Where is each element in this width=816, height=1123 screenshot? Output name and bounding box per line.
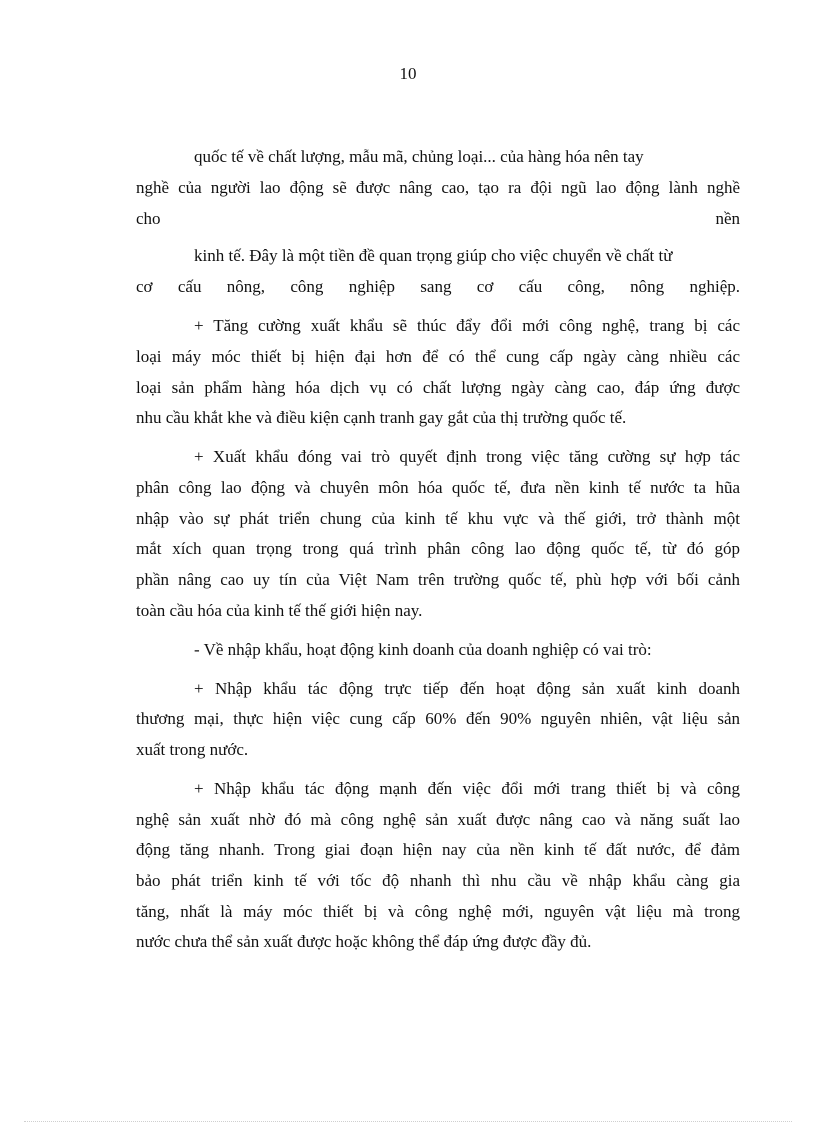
text-line: nghệ sản xuất nhờ đó mà công nghệ sản xuất được nâng cao và năng suất lao (136, 810, 740, 829)
text-line: + Nhập khẩu tác động trực tiếp đến hoạt động sản xuất kinh doanh (194, 679, 740, 698)
text-line (136, 208, 740, 230)
text-line: tăng, nhất là máy móc thiết bị và công nghệ mới, nguyên vật liệu mà trong (136, 902, 740, 921)
text-fragment: nền (715, 209, 740, 228)
text-line: quốc tế về chất lượng, mẫu mã, chủng loại... của hàng hóa nên tay (194, 147, 644, 166)
text-line: kinh tế. Đây là một tiền đề quan trọng giúp cho việc chuyển về chất từ (194, 246, 673, 265)
text-line: + Nhập khẩu tác động mạnh đến việc đổi mới trang thiết bị và công (194, 779, 740, 798)
text-line: cơ cấu nông, công nghiệp sang cơ cấu công, nông nghiệp. (136, 277, 740, 296)
text-line: loại máy móc thiết bị hiện đại hơn để có thể cung cấp ngày càng nhiều các (136, 347, 740, 366)
text-line: phần nâng cao uy tín của Việt Nam trên trường quốc tế, phù hợp với bối cảnh (136, 570, 740, 589)
page-number: 10 (399, 64, 417, 83)
text-line: phân công lao động và chuyên môn hóa quốc tế, đưa nền kinh tế nước ta hũa (136, 478, 740, 497)
text-fragment: cho (136, 209, 161, 228)
text-line: nhập vào sự phát triển chung của kinh tế khu vực và thế giới, trở thành một (136, 509, 740, 528)
text-line: loại sản phẩm hàng hóa dịch vụ có chất lượng ngày càng cao, đáp ứng được (136, 378, 740, 397)
text-line: nghề của người lao động sẽ được nâng cao, tạo ra đội ngũ lao động lành nghề (136, 178, 740, 197)
text-line: toàn cầu hóa của kinh tế thế giới hiện nay. (136, 601, 423, 620)
text-line: xuất trong nước. (136, 740, 249, 759)
text-line: + Tăng cường xuất khẩu sẽ thúc đẩy đổi mới công nghệ, trang bị các (194, 316, 740, 335)
page-bottom-border (24, 1121, 792, 1122)
text-line: + Xuất khẩu đóng vai trò quyết định trong việc tăng cường sự hợp tác (194, 447, 740, 466)
text-line: bảo phát triển kinh tế với tốc độ nhanh thì nhu cầu về nhập khẩu càng gia (136, 871, 740, 890)
text-line: - Về nhập khẩu, hoạt động kinh doanh của doanh nghiệp có vai trò: (194, 640, 652, 659)
text-line: động tăng nhanh. Trong giai đoạn hiện nay của nền kinh tế đất nước, để đảm (136, 840, 740, 859)
text-line: thương mại, thực hiện việc cung cấp 60% đến 90% nguyên nhiên, vật liệu sản (136, 709, 740, 728)
text-line: nhu cầu khắt khe và điều kiện cạnh tranh gay gắt của thị trường quốc tế. (136, 408, 627, 427)
text-line: nước chưa thể sản xuất được hoặc không thể đáp ứng được đầy đủ. (136, 932, 592, 951)
text-line: mắt xích quan trọng trong quá trình phân công lao động quốc tế, từ đó góp (136, 539, 740, 558)
